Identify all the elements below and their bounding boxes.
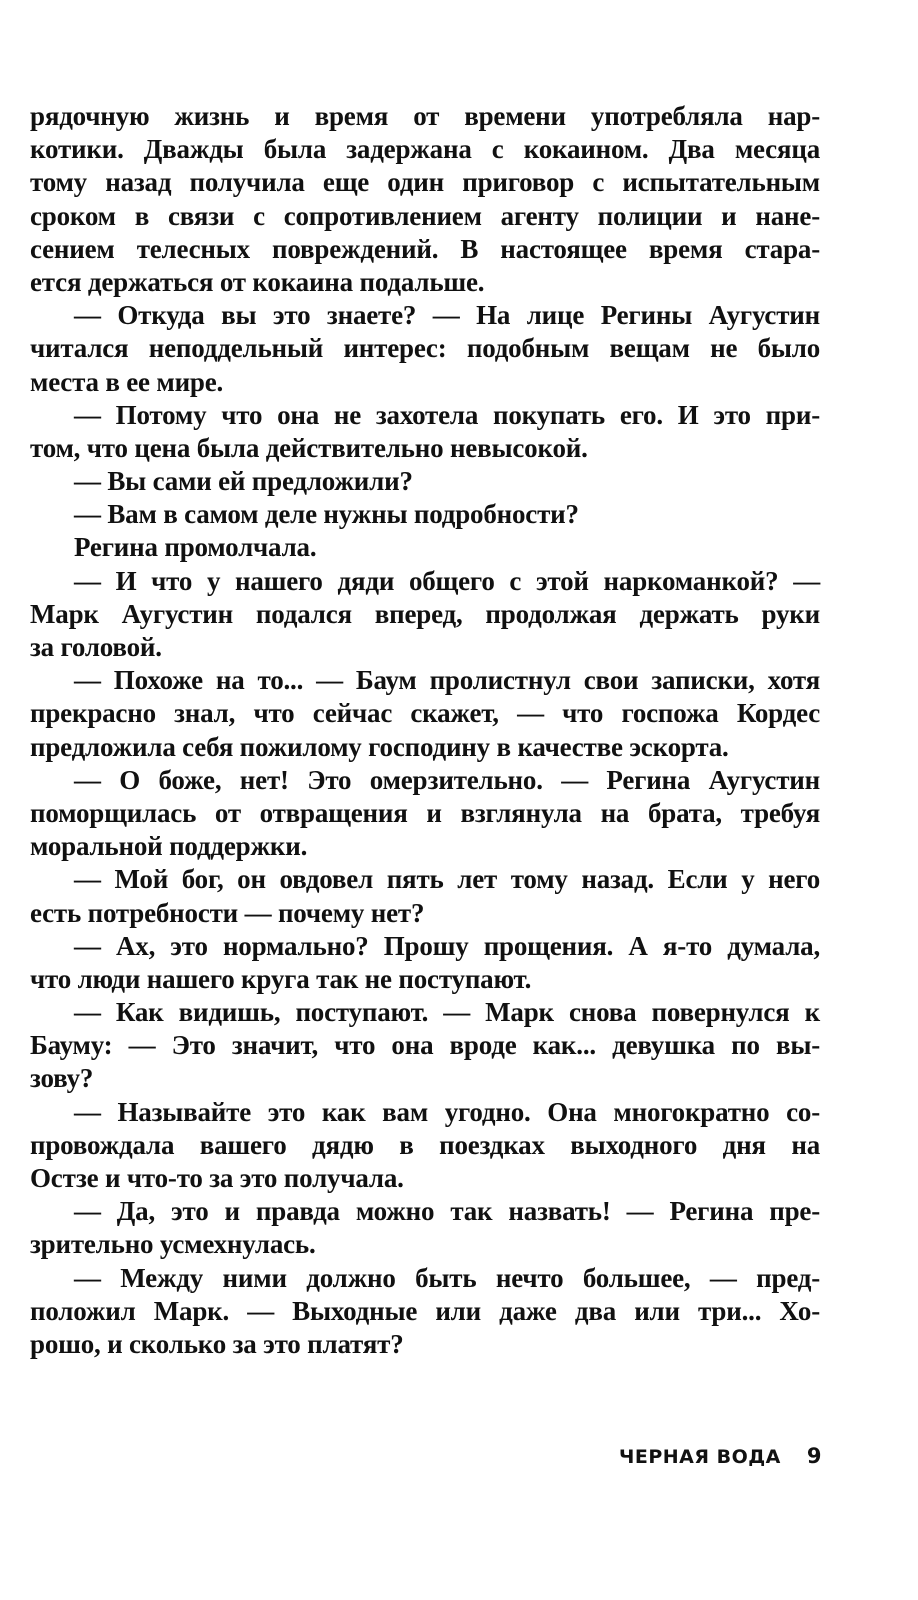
text-line: — Откуда вы это знаете? — На лице Регины Аугустин: [74, 300, 820, 331]
text-line: — О боже, нет! Это омерзительно. — Регина Аугустин: [74, 764, 820, 795]
text-line: Бауму: — Это значит, что она вроде как... девушка по вы-: [30, 1030, 820, 1061]
page-footer: [619, 1444, 822, 1468]
text-line: места в ее мире.: [30, 366, 224, 397]
text-line: моральной поддержки.: [30, 831, 308, 862]
text-line: тому назад получила еще один приговор с испытательным: [30, 167, 820, 198]
text-line: что люди нашего круга так не поступают.: [30, 963, 532, 994]
text-line: провождала вашего дядю в поездках выходного дня на: [30, 1129, 820, 1160]
text-line: — Вам в самом деле нужны подробности?: [74, 499, 579, 530]
running-title: ЧЕРНАЯ ВОДА: [619, 1446, 781, 1468]
text-line: — Как видишь, поступают. — Марк снова повернулся к: [74, 997, 820, 1028]
body-text: [30, 100, 820, 1361]
text-line: сроком в связи с сопротивлением агенту полиции и нане-: [30, 200, 820, 231]
text-line: читался неподдельный интерес: подобным вещам не было: [30, 333, 820, 364]
text-line: — Мой бог, он овдовел пять лет тому назад. Если у него: [74, 864, 820, 895]
text-line: рядочную жизнь и время от времени употребляла нар-: [30, 101, 820, 131]
text-line: — Между ними должно быть нечто большее, — пред-: [74, 1262, 820, 1293]
text-line: прекрасно знал, что сейчас скажет, — что госпожа Кордес: [30, 698, 820, 729]
text-line: сением телесных повреждений. В настоящее время стара-: [30, 233, 820, 264]
text-line: — Ах, это нормально? Прошу прощения. А я-то думала,: [74, 930, 820, 961]
text-line: ется держаться от кокаина подальше.: [30, 266, 485, 297]
page-number: 9: [806, 1444, 822, 1468]
text-line: котики. Дважды была задержана с кокаином. Два месяца: [30, 134, 820, 165]
text-line: Марк Аугустин подался вперед, продолжая держать руки: [30, 598, 820, 629]
text-line: зрительно усмехнулась.: [30, 1229, 316, 1260]
text-line: поморщилась от отвращения и взглянула на брата, требуя: [30, 797, 820, 828]
text-line: — Похоже на то... — Баум пролистнул свои записки, хотя: [74, 665, 820, 696]
text-line: Регина промолчала.: [74, 532, 317, 563]
text-line: — Да, это и правда можно так назвать! — Регина пре-: [74, 1196, 820, 1227]
text-line: — Потому что она не захотела покупать его. И это при-: [74, 399, 820, 430]
text-line: том, что цена была действительно невысокой.: [30, 432, 588, 463]
text-line: положил Марк. — Выходные или даже два или три... Хо-: [30, 1295, 820, 1326]
text-line: — И что у нашего дяди общего с этой наркоманкой? —: [74, 565, 820, 596]
text-line: зову?: [30, 1063, 94, 1094]
text-line: есть потребности — почему нет?: [30, 897, 425, 928]
text-line: — Вы сами ей предложили?: [74, 466, 413, 497]
text-line: Остзе и что-то за это получала.: [30, 1163, 404, 1193]
text-line: предложила себя пожилому господину в качестве эскорта.: [30, 731, 729, 762]
text-line: рошо, и сколько за это платят?: [30, 1328, 404, 1359]
text-line: за головой.: [30, 632, 162, 662]
text-line: — Называйте это как вам угодно. Она многократно со-: [74, 1096, 820, 1127]
